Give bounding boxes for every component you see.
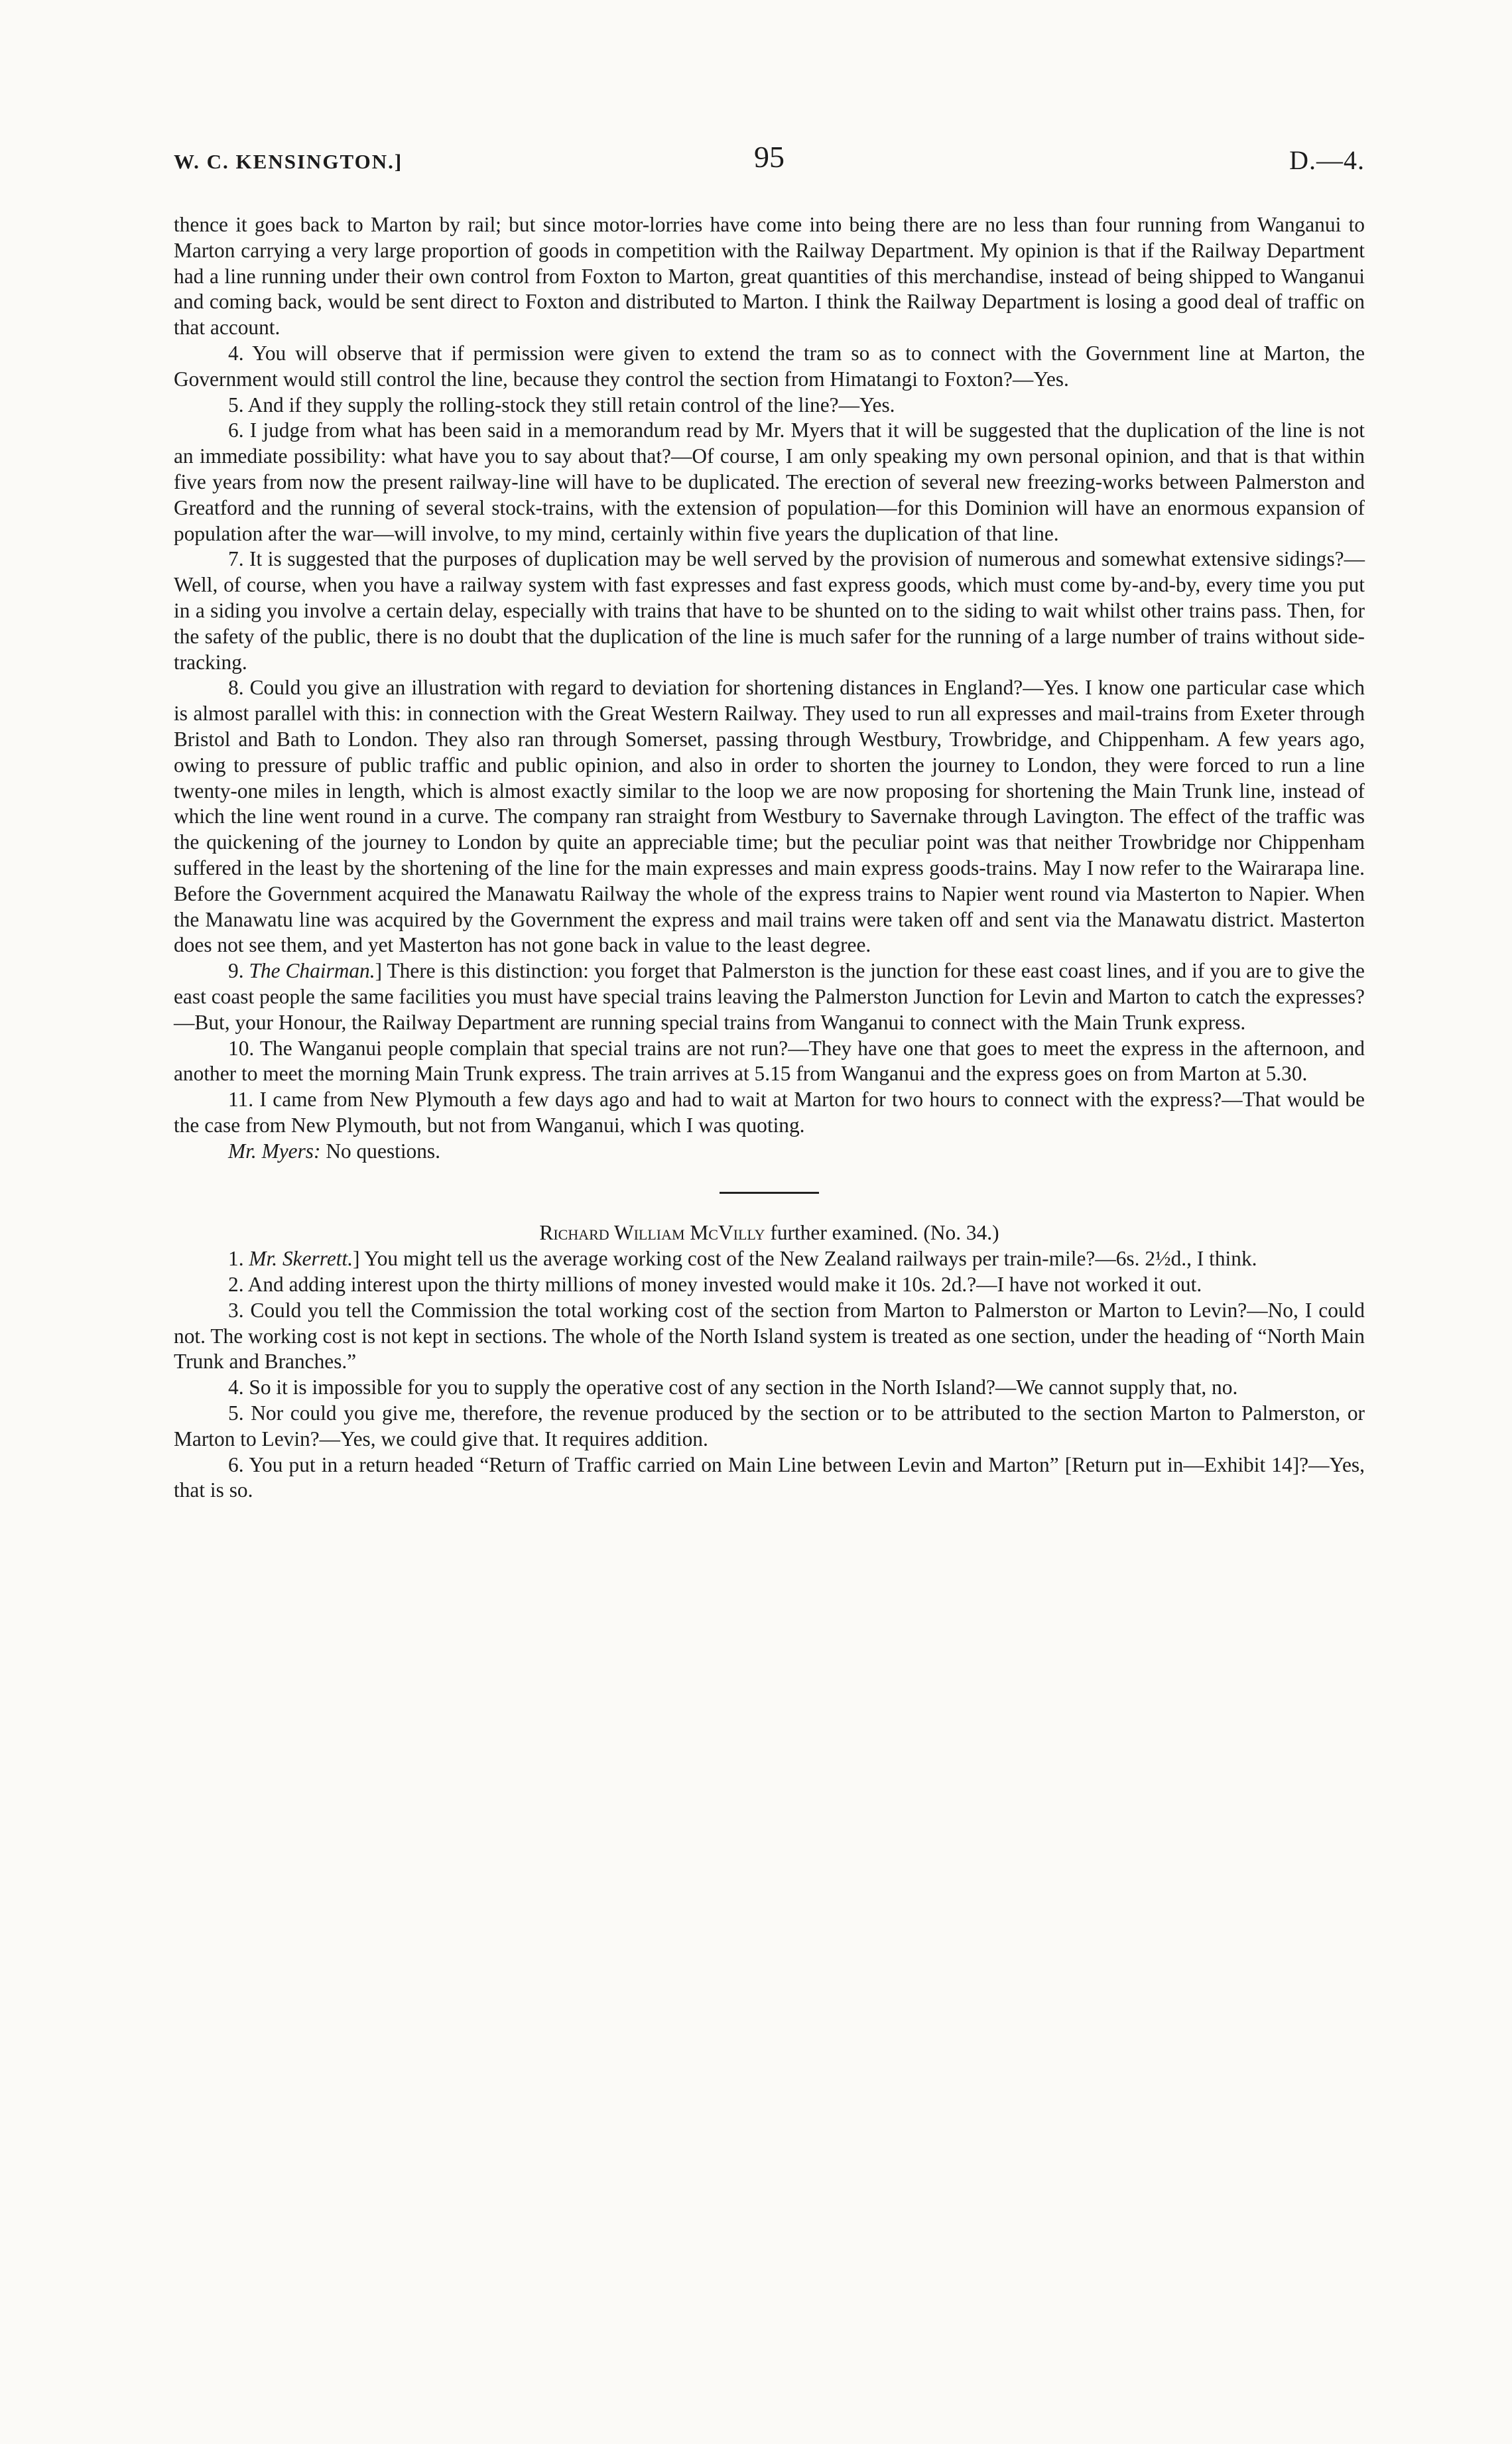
document-code: D.—4. (1289, 145, 1365, 175)
paragraph-q6: 6. I judge from what has been said in a memorandum read by Mr. Myers that it will be suggested that the duplication of the line is not an immediate possibility: what have you to say about that?—Of course, I am only speaking my own personal opinion, and that is that within five years from now the present railway-line will have to be duplicated. The erection of several new freezing-works between Palmerston and Greatford and the running of several stock-trains, with the extension of population—for this Dominion will have an enormous expansion of population after the war—will involve, to my mind, certainly within five years the duplication of that line. (174, 418, 1365, 545)
paragraph-mcvilly-q1 (174, 1246, 1365, 1272)
paragraph-q4: 4. You will observe that if permission were given to extend the tram so as to connect with the Government line at Marton, the Government would still control the line, because they control the section from Himatangi to Foxton?—Yes. (174, 341, 1365, 391)
paragraph-mcvilly-q6: 6. You put in a return headed “Return of Traffic carried on Main Line between Levin and Marton” [Return put in—Exhibit 14]?—Yes, that is so. (174, 1452, 1365, 1502)
q9-number: 9. (228, 959, 244, 983)
heading-rest: further examined. (No. 34.) (770, 1221, 999, 1245)
q1-number: 1. (228, 1247, 244, 1271)
q9-bracket: ] (375, 959, 383, 983)
paragraph-q11: 11. I came from New Plymouth a few days ago and had to wait at Marton for two hours to connect with the express?—That would be the case from New Plymouth, but not from Wanganui, which I was quoting. (174, 1088, 1365, 1137)
paragraph-mcvilly-q2: 2. And adding interest upon the thirty millions of money invested would make it 10s. 2d.?—I have not worked it out. (228, 1273, 1202, 1297)
q1-text: You might tell us the average working cost of the New Zealand railways per train-mile?—6s. 2½d., I think. (364, 1247, 1257, 1271)
q1-speaker: Mr. Skerrett. (249, 1247, 353, 1271)
myers-text: No questions. (326, 1139, 440, 1163)
paragraph-q7: 7. It is suggested that the purposes of duplication may be well served by the provision of numerous and somewhat extensive sidings?—Well, of course, when you have a railway system with fast expresses and fast express goods, which must come by-and-by, every time you put in a siding you involve a certain delay, especially with trains that have to be shunted on to the siding to wait whilst other trains pass. Then, for the safety of the public, there is no doubt that the duplication of the line is much safer for the running of a large number of trains without side-tracking. (174, 547, 1365, 674)
page-header (174, 139, 1365, 179)
section-divider (720, 1192, 819, 1194)
paragraph-mcvilly-q3: 3. Could you tell the Commission the total working cost of the section from Marton to Palmerston or Marton to Levin?—No, I could not. The working cost is not kept in sections. The whole of the North Island system is treated as one section, under the heading of “North Main Trunk and Branches.” (174, 1298, 1365, 1374)
paragraph-mcvilly-q4: 4. So it is impossible for you to supply the operative cost of any section in the North Island?—We cannot supply that, no. (228, 1376, 1238, 1399)
body-text (174, 212, 1365, 1504)
paragraph-q8: 8. Could you give an illustration with regard to deviation for shortening distances in England?—Yes. I know one particular case which is almost parallel with this: in connection with the Great Western Railway. They used to run all expresses and mail-trains from Exeter through Bristol and Bath to London. They also ran through Somerset, passing through Westbury, Trowbridge, and Chippenham. A few years ago, owing to pressure of public traffic and public opinion, and also in order to shorten the journey to London, they were forced to run a line twenty-one miles in length, which is almost exactly similar to the loop we are now proposing for shortening the Main Trunk line, instead of which the line went round in a curve. The company ran straight from Westbury to Savernake through Lavington. The effect of the traffic was the quickening of the journey to London by quite an appreciable time; but the peculiar point was that neither Trowbridge nor Chippenham suffered in the least by the shortening of the line for the main expresses and main express goods-trains. May I now refer to the Wairarapa line. Before the Government acquired the Manawatu Railway the whole of the express trains to Napier went round via Masterton to Napier. When the Manawatu line was acquired by the Government the express and mail trains were taken off and sent via the Manawatu district. Masterton does not see them, and yet Masterton has not gone back in value to the least degree. (174, 676, 1365, 957)
q1-bracket: ] (353, 1247, 360, 1271)
paragraph-mcvilly-q5: 5. Nor could you give me, therefore, the revenue produced by the section or to be attributed to the section Marton to Palmerston, or Marton to Levin?—Yes, we could give that. It requires addition. (174, 1401, 1365, 1450)
paragraph-myers (174, 1139, 1365, 1165)
paragraph-q10: 10. The Wanganui people complain that special trains are not run?—They have one that goes to meet the express in the afternoon, and another to meet the morning Main Trunk express. The train arrives at 5.15 from Wanganui and the express goes on from Marton at 5.30. (174, 1036, 1365, 1086)
q9-speaker: The Chairman. (249, 959, 375, 983)
paragraph-q5: 5. And if they supply the rolling-stock they still retain control of the line?—Yes. (228, 393, 895, 417)
header-witness: W. C. KENSINGTON.] (174, 150, 403, 173)
paragraph-q9 (174, 958, 1365, 1035)
myers-speaker: Mr. Myers: (228, 1139, 321, 1163)
page-number: 95 (754, 140, 785, 174)
witness-name: Richard William McVilly (539, 1221, 765, 1245)
paragraph-continuation: thence it goes back to Marton by rail; but since motor-lorries have come into being there are no less than four running from Wanganui to Marton carrying a very large proportion of goods in competition with the Railway Department. My opinion is that if the Railway Department had a line running under their own control from Foxton to Marton, great quantities of this merchandise, instead of being shipped to Wanganui and coming back, would be sent direct to Foxton and distributed to Marton. I think the Railway Department is losing a good deal of traffic on that account. (174, 213, 1365, 340)
q9-text: There is this distinction: you forget that Palmerston is the junction for these east coast lines, and if you are to give the east coast people the same facilities you must have special trains leaving the Palmerston Junction for Levin and Marton to catch the expresses?—But, your Honour, the Railway Department are running special trains from Wanganui to connect with the Main Trunk express. (174, 959, 1365, 1034)
section-heading (174, 1220, 1365, 1246)
